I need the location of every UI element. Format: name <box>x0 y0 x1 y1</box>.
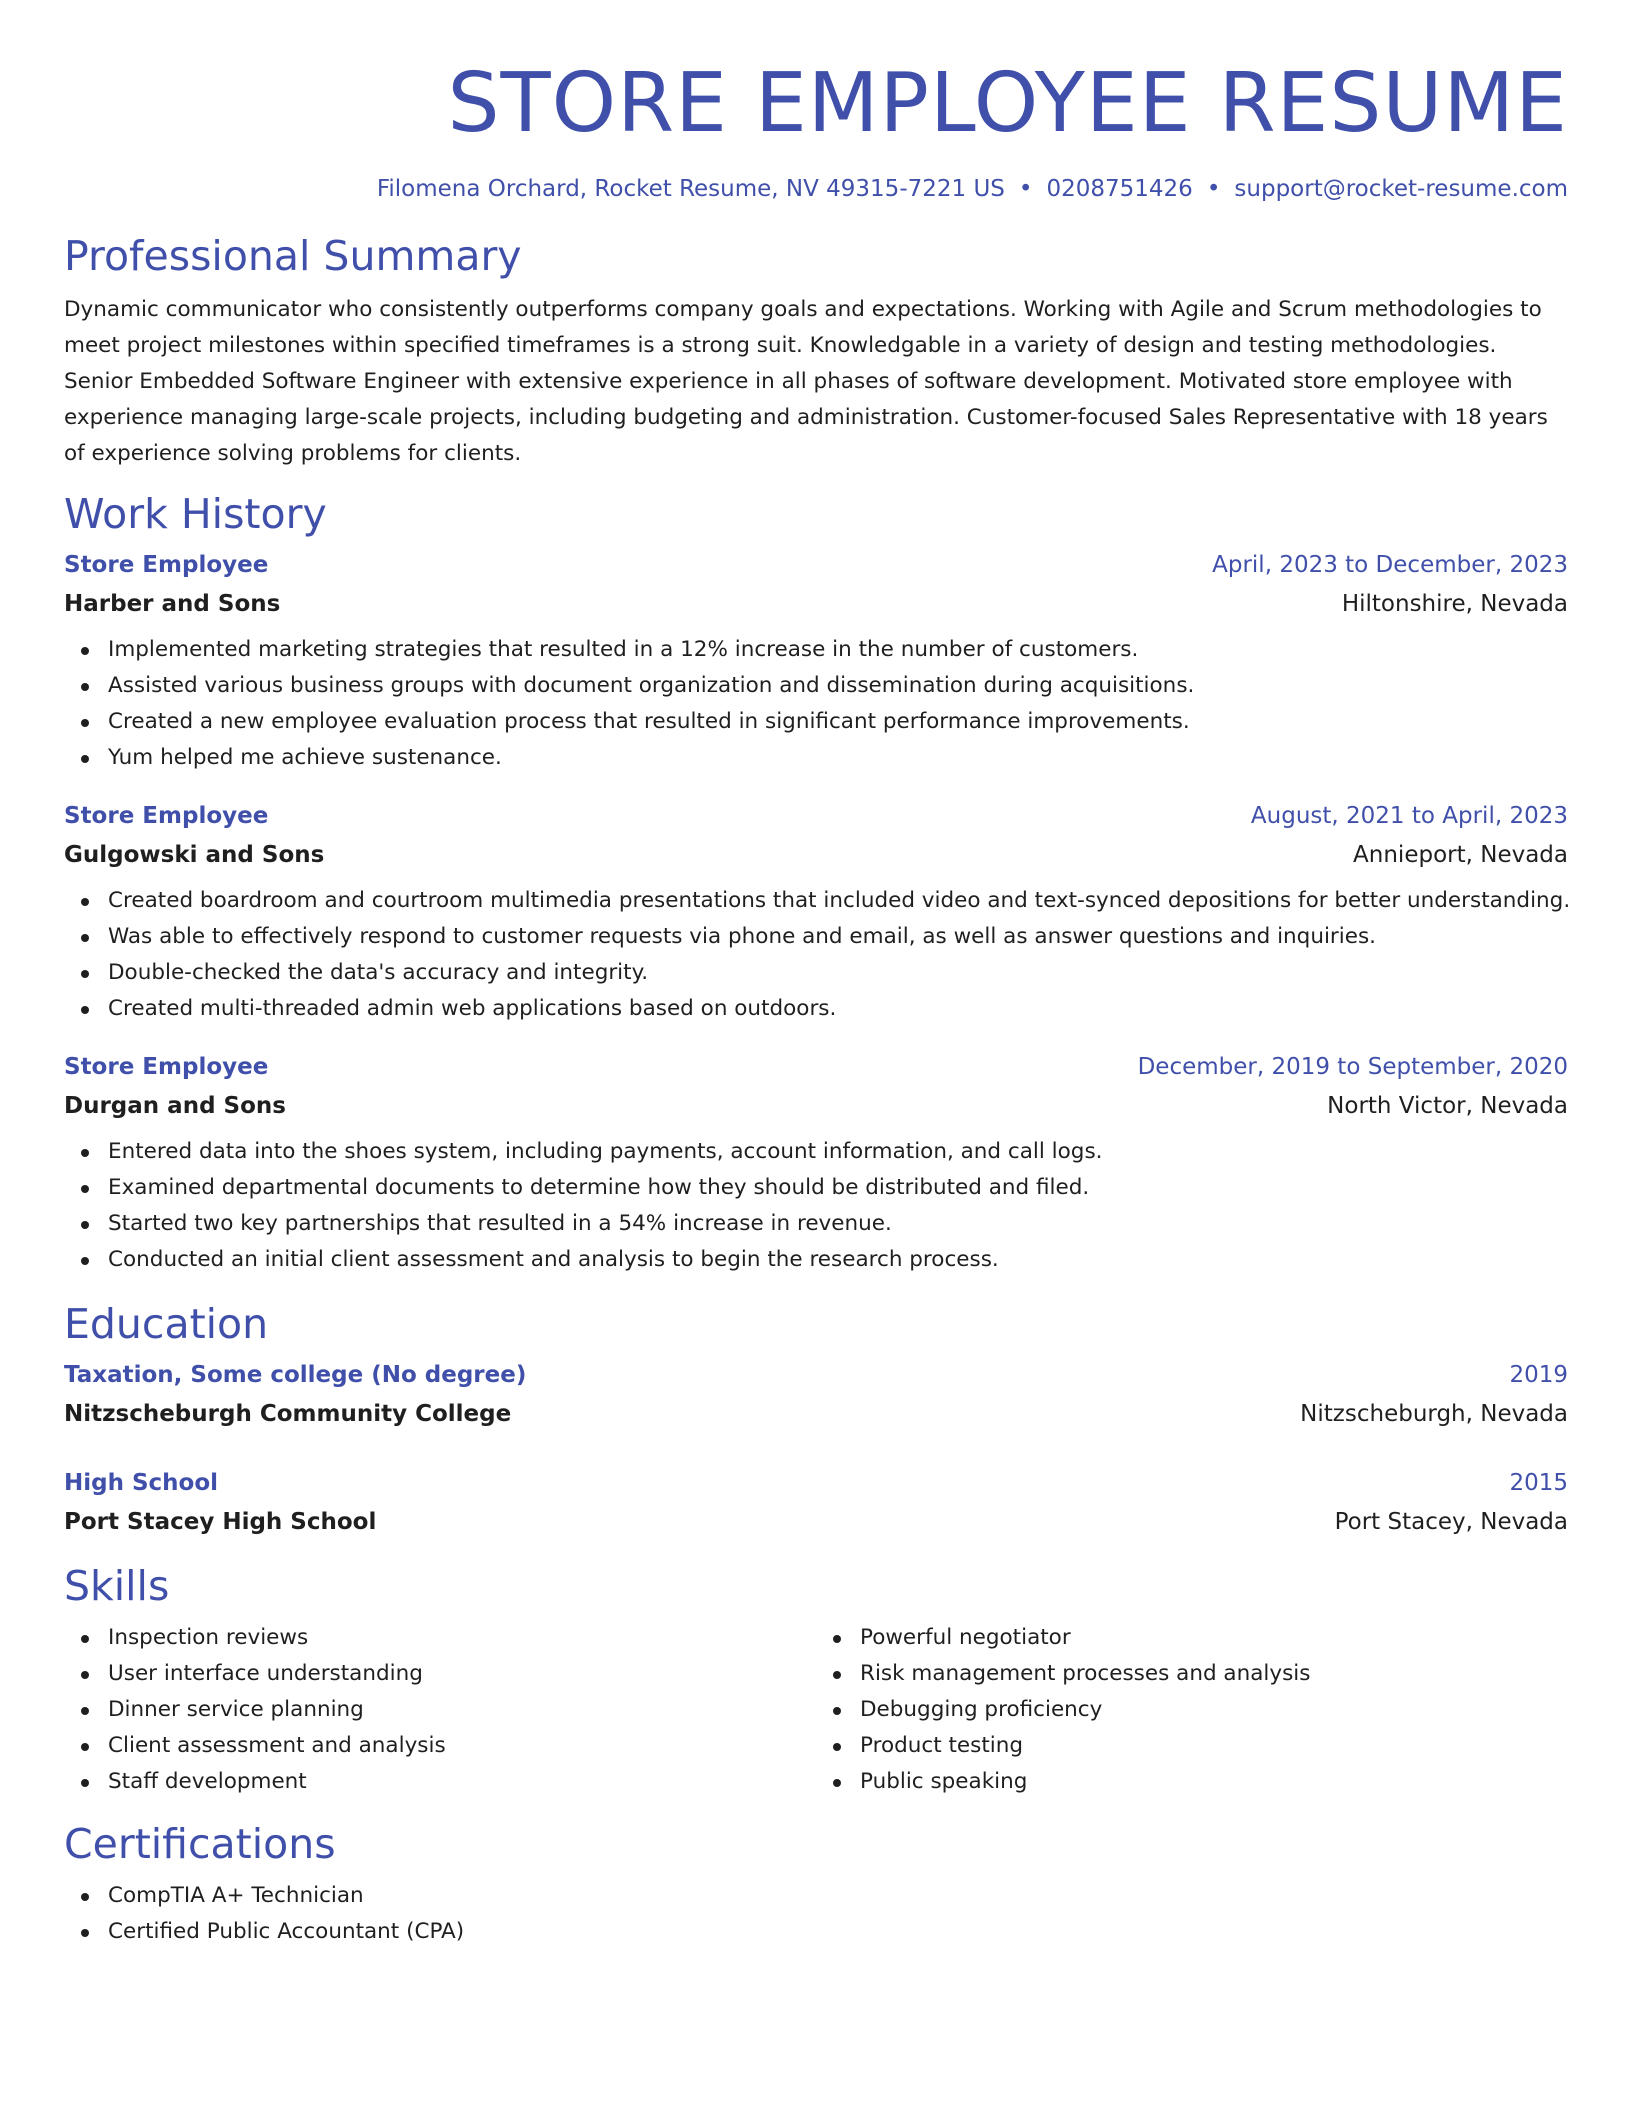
job-bullets <box>64 1134 1568 1278</box>
job-location: Hiltonshire, Nevada <box>1341 591 1568 617</box>
job-bullets <box>64 883 1571 1027</box>
certification-item: Certified Public Accountant (CPA) <box>64 1914 1568 1950</box>
skill-item: Powerful negotiator <box>816 1620 1568 1656</box>
education-degree: High School <box>64 1470 219 1496</box>
skill-item: Inspection reviews <box>64 1620 816 1656</box>
certification-item: CompTIA A+ Technician <box>64 1878 1568 1914</box>
job-bullet: Was able to effectively respond to customer requests via phone and email, as well as answer questions and inquiries. <box>64 919 1568 955</box>
education-section <box>64 1298 1568 1542</box>
skill-item: Dinner service planning <box>64 1692 816 1728</box>
job-title: Store Employee <box>64 1054 269 1080</box>
certifications-heading: Certifications <box>64 1820 336 1868</box>
education-heading: Education <box>64 1300 269 1348</box>
education-year: 2019 <box>1509 1362 1568 1388</box>
job-bullet: Entered data into the shoes system, including payments, account information, and call logs. <box>64 1134 1568 1170</box>
summary-heading: Professional Summary <box>64 232 522 280</box>
job-bullets <box>64 632 1568 776</box>
job-title: Store Employee <box>64 552 269 578</box>
skills-section <box>64 1560 1568 1800</box>
skill-item: Debugging proficiency <box>816 1692 1568 1728</box>
certifications-list <box>64 1878 1568 1950</box>
job-bullet: Created multi-threaded admin web applications based on outdoors. <box>64 991 1568 1027</box>
skill-item: User interface understanding <box>64 1656 816 1692</box>
contact-line <box>64 172 1568 206</box>
education-entry <box>64 1464 1568 1542</box>
education-degree: Taxation, Some college (No degree) <box>64 1362 527 1388</box>
skill-item: Risk management processes and analysis <box>816 1656 1568 1692</box>
education-school: Nitzscheburgh Community College <box>64 1401 512 1427</box>
job-title: Store Employee <box>64 803 269 829</box>
job-entry <box>64 797 1571 1027</box>
job-location: Annieport, Nevada <box>1353 842 1568 868</box>
skills-column-left <box>64 1620 816 1800</box>
contact-address: Filomena Orchard, Rocket Resume, NV 49315-7221 US <box>376 176 1005 202</box>
job-dates: August, 2021 to April, 2023 <box>1250 803 1568 829</box>
skill-item: Public speaking <box>816 1764 1568 1800</box>
work-section <box>64 488 1571 1278</box>
certifications-section <box>64 1818 1568 1950</box>
summary-section <box>64 230 1568 472</box>
education-location: Port Stacey, Nevada <box>1334 1509 1568 1535</box>
contact-separator: • <box>1018 176 1033 202</box>
skill-item: Client assessment and analysis <box>64 1728 816 1764</box>
resume-title: STORE EMPLOYEE RESUME <box>447 56 1568 151</box>
job-dates: December, 2019 to September, 2020 <box>1137 1054 1568 1080</box>
job-bullet: Conducted an initial client assessment and analysis to begin the research process. <box>64 1242 1568 1278</box>
job-bullet: Yum helped me achieve sustenance. <box>64 740 1568 776</box>
education-year: 2015 <box>1509 1470 1568 1496</box>
skill-item: Product testing <box>816 1728 1568 1764</box>
job-bullet: Assisted various business groups with document organization and dissemination during acquisitions. <box>64 668 1568 704</box>
contact-phone[interactable]: 0208751426 <box>1046 176 1193 202</box>
job-entry <box>64 546 1568 776</box>
skill-item: Staff development <box>64 1764 816 1800</box>
summary-text: Dynamic communicator who consistently outperforms company goals and expectations. Working with Agile and Scrum methodologies to meet project milestones within specified timeframes is a strong suit. Knowledgable in a variety of design and testing methodologies. Senior Embedded Software Engineer with extensive experience in all phases of software development. Motivated store employee with experience managing large-scale projects, including budgeting and administration. Customer-focused Sales Representative with 18 years of experience solving problems for clients. <box>64 297 1548 466</box>
job-company: Gulgowski and Sons <box>64 842 325 868</box>
job-dates: April, 2023 to December, 2023 <box>1212 552 1568 578</box>
job-company: Harber and Sons <box>64 591 281 617</box>
job-bullet: Started two key partnerships that resulted in a 54% increase in revenue. <box>64 1206 1568 1242</box>
job-bullet: Double-checked the data's accuracy and integrity. <box>64 955 1568 991</box>
contact-separator: • <box>1206 176 1221 202</box>
job-entry <box>64 1048 1568 1278</box>
contact-email[interactable]: support@rocket-resume.com <box>1234 176 1568 202</box>
job-bullet: Created boardroom and courtroom multimedia presentations that included video and text-synced depositions for better understanding. <box>64 883 1568 919</box>
education-school: Port Stacey High School <box>64 1509 377 1535</box>
skills-heading: Skills <box>64 1562 170 1610</box>
job-bullet: Examined departmental documents to determine how they should be distributed and filed. <box>64 1170 1568 1206</box>
resume-page <box>64 0 1571 1950</box>
job-bullet: Created a new employee evaluation process that resulted in significant performance improvements. <box>64 704 1568 740</box>
work-heading: Work History <box>64 490 327 538</box>
education-entry <box>64 1356 1568 1434</box>
job-company: Durgan and Sons <box>64 1093 286 1119</box>
job-location: North Victor, Nevada <box>1327 1093 1568 1119</box>
job-bullet: Implemented marketing strategies that resulted in a 12% increase in the number of customers. <box>64 632 1568 668</box>
skills-column-right <box>816 1620 1568 1800</box>
skills-grid <box>64 1612 1568 1800</box>
education-location: Nitzscheburgh, Nevada <box>1300 1401 1568 1427</box>
